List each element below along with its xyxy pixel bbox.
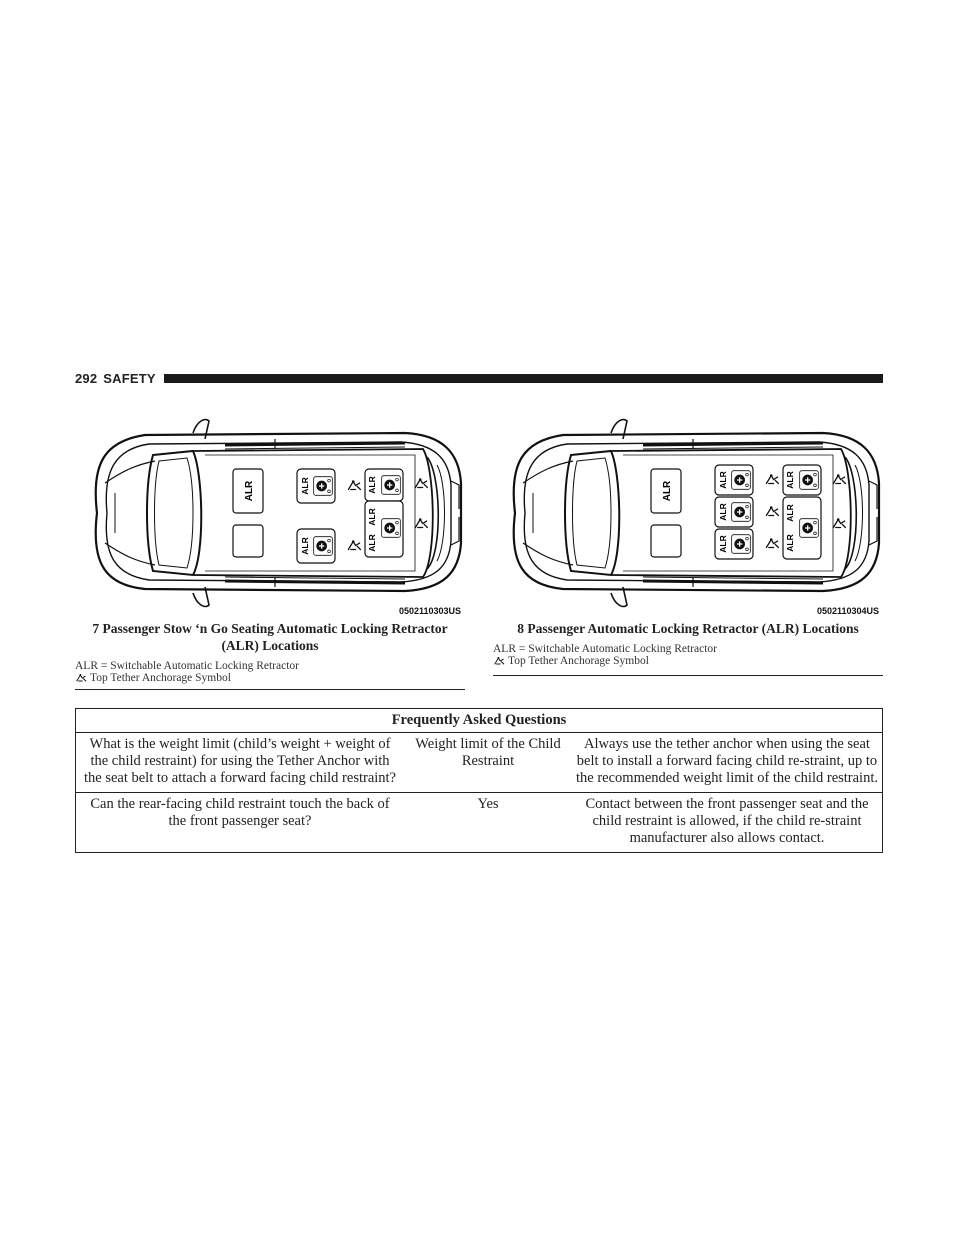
legend-tether-row [75, 672, 465, 684]
seat-alr-label: ALR [367, 534, 377, 552]
faq-answer: Weight limit of the Child Restraint [404, 733, 572, 793]
seat-alr-label: ALR [662, 480, 673, 502]
figure-caption: 7 Passenger Stow ‘n Go Seating Automatic Locking Retractor (ALR) Locations [92, 621, 448, 653]
faq-note: Contact between the front passenger seat and the child restraint is allowed, if the child re-straint manufacturer also allows contact. [572, 793, 883, 853]
buckle-icon [732, 471, 751, 490]
faq-question: Can the rear-facing child restraint touch the back of the front passenger seat? [76, 793, 405, 853]
seat-alr-label: ALR [300, 477, 310, 495]
section-title: SAFETY [103, 370, 156, 386]
faq-question: What is the weight limit (child’s weight + weight of the child restraint) for using the Tether Anchor with the seat belt to attach a forward facing child restraint? [76, 733, 405, 793]
legend-divider [75, 689, 465, 690]
faq-note: Always use the tether anchor when using the seat belt to install a forward facing child re-straint, up to the recommended weight limit of the child restraint. [572, 733, 883, 793]
seat-alr-label: ALR [785, 504, 795, 522]
seat-alr-label: ALR [718, 503, 728, 521]
vehicle-diagram-8-passenger [493, 413, 883, 608]
tether-icon [75, 673, 87, 683]
buckle-icon [800, 519, 819, 538]
page-header [75, 368, 883, 388]
tether-icon [766, 506, 778, 515]
tether-icon [493, 656, 505, 666]
legend-alr: ALR = Switchable Automatic Locking Retractor [75, 660, 299, 672]
seat-alr-label: ALR [300, 537, 310, 555]
faq-table [75, 708, 883, 853]
buckle-icon [382, 519, 401, 538]
buckle-icon [800, 471, 819, 490]
tether-icon [348, 480, 360, 489]
faq-title: Frequently Asked Questions [76, 709, 883, 733]
seat-alr-label: ALR [367, 476, 377, 494]
figure-legend [75, 660, 465, 684]
legend-alr: ALR = Switchable Automatic Locking Retractor [493, 643, 717, 655]
header-rule [164, 374, 883, 383]
figure-7-passenger [75, 413, 465, 684]
front-passenger-seat [233, 525, 263, 557]
legend-tether-row [493, 655, 883, 667]
legend-tether: Top Tether Anchorage Symbol [508, 655, 649, 667]
tether-icon [415, 478, 427, 487]
table-row [76, 793, 883, 853]
figure-8-passenger [493, 413, 883, 667]
seat-alr-label: ALR [785, 534, 795, 552]
page-number: 292 [75, 370, 98, 386]
tether-icon [766, 474, 778, 483]
legend-tether: Top Tether Anchorage Symbol [90, 672, 231, 684]
table-row [76, 733, 883, 793]
figure-legend [493, 643, 883, 667]
buckle-icon [314, 537, 333, 556]
front-passenger-seat [651, 525, 681, 557]
tether-icon [766, 538, 778, 547]
seat-alr-label: ALR [718, 471, 728, 489]
tether-icon [833, 518, 845, 527]
tether-icon [415, 518, 427, 527]
seat-alr-label: ALR [367, 508, 377, 526]
buckle-icon [382, 476, 401, 495]
legend-divider [493, 675, 883, 676]
seat-alr-label: ALR [785, 471, 795, 489]
figure-code: 0502110304US [816, 606, 879, 616]
tether-icon [348, 540, 360, 549]
seat-alr-label: ALR [244, 480, 255, 502]
buckle-icon [732, 503, 751, 522]
buckle-icon [732, 535, 751, 554]
seat-alr-label: ALR [718, 535, 728, 553]
figure-code: 0502110303US [398, 606, 461, 616]
buckle-icon [314, 477, 333, 496]
tether-icon [833, 474, 845, 483]
figure-caption: 8 Passenger Automatic Locking Retractor (ALR) Locations [517, 621, 859, 636]
faq-answer: Yes [404, 793, 572, 853]
vehicle-diagram-7-passenger [75, 413, 465, 608]
